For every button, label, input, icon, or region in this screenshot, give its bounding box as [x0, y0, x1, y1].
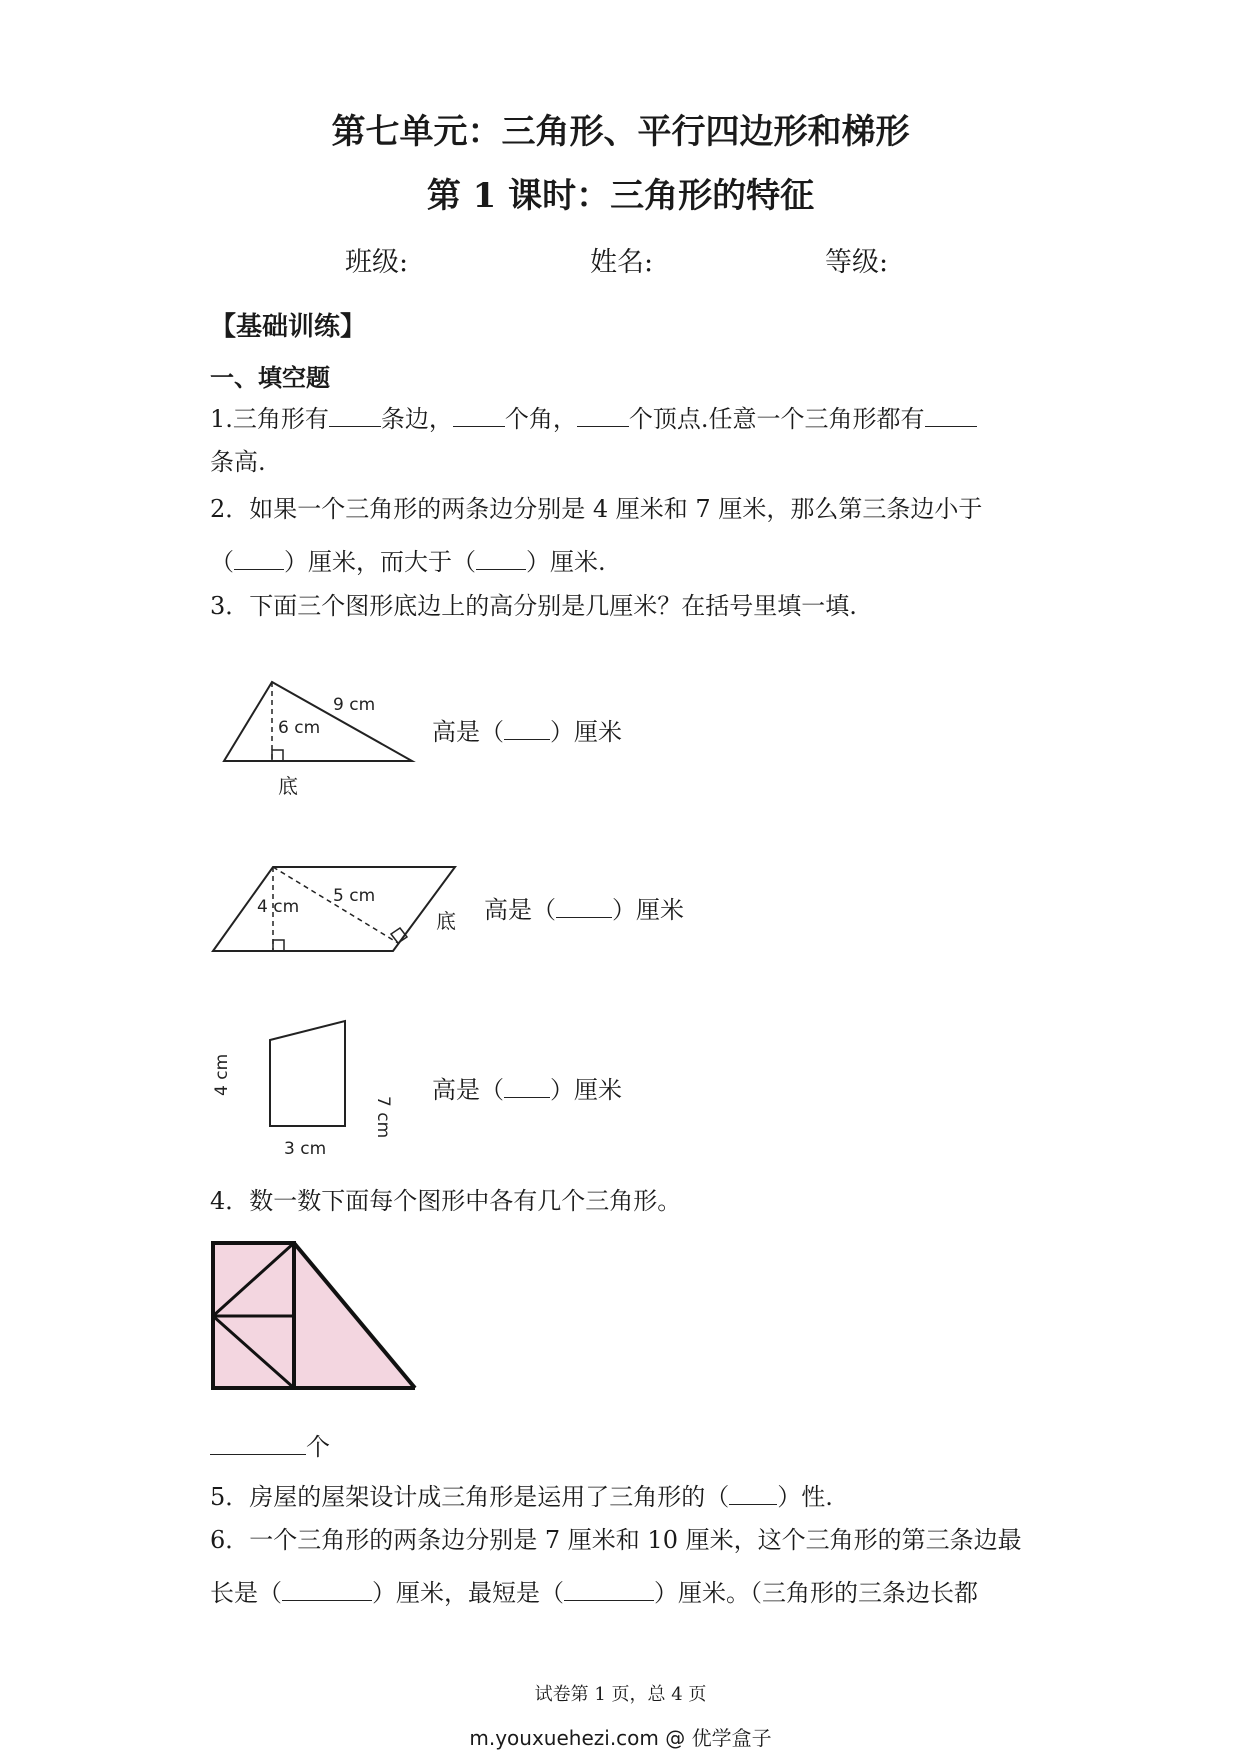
q2-text-a: （ — [210, 548, 234, 576]
grade-label: 等级: — [825, 247, 889, 278]
fig1-answer — [432, 712, 622, 747]
question-6: 6．一个三角形的两条边分别是 7 厘米和 10 厘米，这个三角形的第三条边最 — [210, 1526, 1022, 1554]
figure-triangle-count — [210, 1240, 410, 1400]
question-3: 3．下面三个图形底边上的高分别是几厘米？在括号里填一填. — [210, 592, 857, 620]
fig1-answer-prefix: 高是（ — [432, 718, 504, 746]
fig1-height-label: 6 cm — [278, 718, 321, 738]
q2-blank-2[interactable] — [476, 545, 526, 570]
fig3-left-label: 4 cm — [212, 1053, 232, 1096]
fig3-answer-prefix: 高是（ — [432, 1076, 504, 1104]
watermark: m.youxuehezi.com @ 优学盒子 — [469, 1726, 772, 1750]
fig1-answer-suffix: ）厘米 — [550, 718, 622, 746]
question-2-line2 — [210, 545, 606, 574]
q6-text-a: 长是（ — [210, 1579, 282, 1607]
q5-blank[interactable] — [729, 1480, 777, 1505]
fig1-side-label: 9 cm — [333, 695, 376, 715]
fig2-diagonal-label: 5 cm — [333, 886, 376, 906]
class-label: 班级: — [345, 247, 409, 278]
fig1-answer-blank[interactable] — [504, 715, 550, 740]
q2-text-b: ）厘米，而大于（ — [284, 548, 476, 576]
page-footer: 试卷第 1 页，总 4 页 — [534, 1684, 707, 1705]
fig3-bottom-label: 3 cm — [284, 1139, 327, 1159]
fig2-answer — [484, 890, 684, 925]
question-4: 4．数一数下面每个图形中各有几个三角形。 — [210, 1187, 682, 1215]
q4-answer-blank[interactable] — [210, 1430, 306, 1455]
question-2: 2．如果一个三角形的两条边分别是 4 厘米和 7 厘米，那么第三条边小于 — [210, 495, 983, 523]
q1-blank-3[interactable] — [577, 402, 629, 427]
question-1 — [210, 402, 977, 431]
q1-text-a: 1.三角形有 — [210, 405, 329, 433]
lesson-subtitle: 第 1 课时：三角形的特征 — [426, 176, 815, 216]
figure-parallelogram — [210, 864, 470, 994]
q1-text-c: 个角， — [504, 405, 577, 433]
q6-blank-2[interactable] — [564, 1576, 654, 1601]
figure-triangle — [220, 680, 410, 800]
fig3-right-label: 7 cm — [373, 1096, 393, 1139]
question-6-line2 — [210, 1576, 978, 1605]
section-heading: 【基础训练】 — [210, 312, 367, 342]
q4-unit: 个 — [306, 1433, 330, 1461]
fig2-answer-prefix: 高是（ — [484, 896, 556, 924]
q6-text-b: ）厘米，最短是（ — [372, 1579, 564, 1607]
q2-blank-1[interactable] — [234, 545, 284, 570]
fig2-answer-suffix: ）厘米 — [612, 896, 684, 924]
name-label: 姓名: — [590, 247, 654, 278]
q1-blank-2[interactable] — [453, 402, 505, 427]
q1-text-b: 条边， — [380, 405, 453, 433]
figure-trapezoid — [210, 1016, 393, 1166]
page-title: 第七单元：三角形、平行四边形和梯形 — [331, 112, 910, 152]
q6-text-c: ）厘米。（三角形的三条边长都 — [654, 1579, 978, 1607]
q5-text-b: ）性. — [777, 1483, 833, 1511]
question-5 — [210, 1480, 833, 1509]
fig2-base-label: 底 — [436, 909, 456, 933]
q1-text-d: 个顶点.任意一个三角形都有 — [628, 405, 925, 433]
part-heading: 一、填空题 — [210, 363, 330, 392]
fig2-height-label: 4 cm — [257, 897, 300, 917]
fig3-answer-blank[interactable] — [504, 1073, 550, 1098]
fig1-base-label: 底 — [278, 774, 298, 798]
q2-text-c: ）厘米. — [526, 548, 606, 576]
q6-blank-1[interactable] — [282, 1576, 372, 1601]
q4-answer — [210, 1430, 330, 1459]
q5-text-a: 5．房屋的屋架设计成三角形是运用了三角形的（ — [210, 1483, 730, 1511]
q1-blank-1[interactable] — [329, 402, 381, 427]
q1-continued: 条高. — [210, 448, 266, 476]
fig3-answer-suffix: ）厘米 — [550, 1076, 622, 1104]
q1-blank-4[interactable] — [925, 402, 977, 427]
fig3-answer — [432, 1070, 622, 1105]
fig2-answer-blank[interactable] — [556, 893, 612, 918]
